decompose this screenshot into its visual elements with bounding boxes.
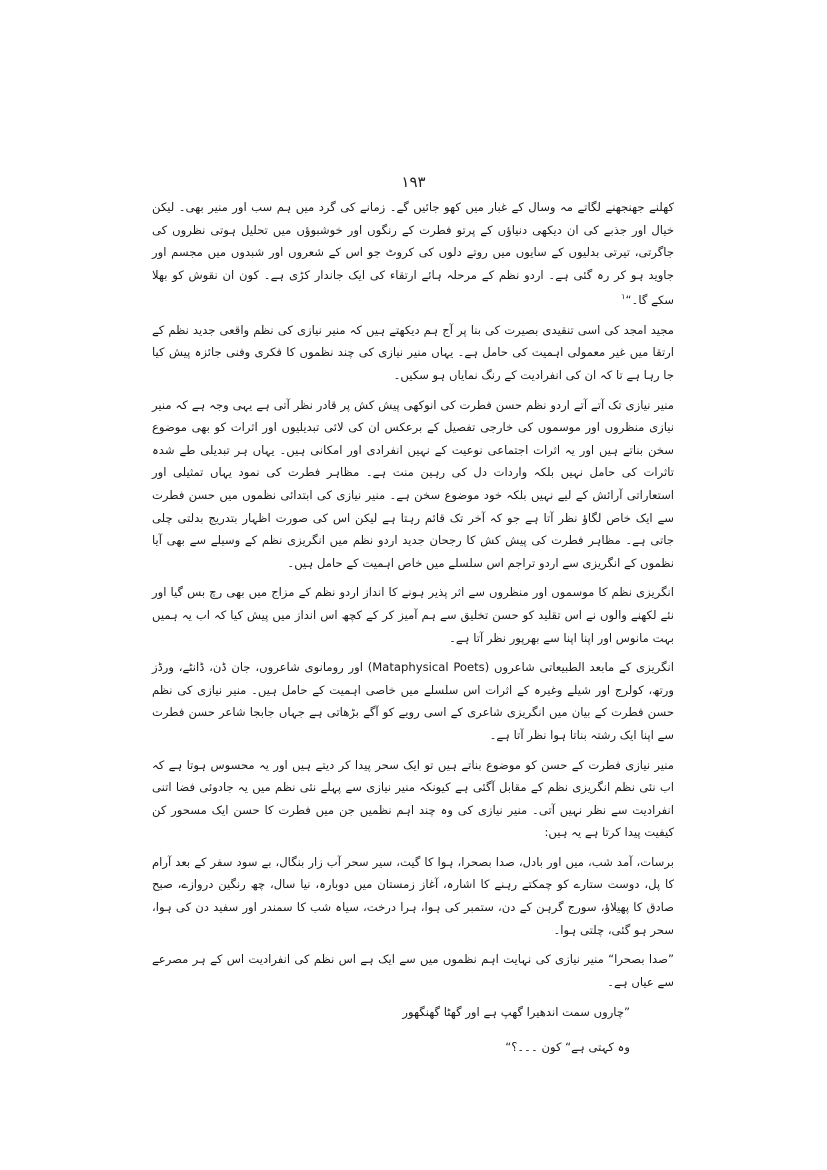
paragraph: مجید امجد کی اسی تنقیدی بصیرت کی بنا پر آج ہم دیکھتے ہیں کہ منیر نیازی کی نظم واقعی جدید نظم کے ارتقا میں غیر معمولی اہمیت کی حامل ہے۔ یہاں منیر نیازی کی چند نظموں کا فکری وفنی جائزہ پیش کیا جا رہا ہے تا کہ ان کی انفرادیت کے رنگ نمایاں ہو سکیں۔ [152,322,674,383]
page-number: ۱۹۳ [401,173,426,191]
page-body [152,196,674,1071]
paragraph: ”صدا بصحرا“ منیر نیازی کی نہایت اہم نظموں میں سے ایک ہے اس نظم کی انفرادیت اس کے ہر مصرعے سے عیاں ہے۔ [152,952,674,989]
poem-excerpt [152,1001,674,1058]
paragraph: انگریزی کے مابعد الطبیعاتی شاعروں (Mataphysical Poets) اور رومانوی شاعروں، جان ڈن، ڈانٹے، ورڈز ورتھ، کولرج اور شیلے وغیرہ کے اثرات اس سلسلے میں خاصی اہمیت کے حامل ہیں۔ منیر نیازی کی نظم حسن فطرت کے بیان میں انگریزی شاعری کے اسی رویے کو آگے بڑھاتی ہے جہاں جابجا شاعر حسن فطرت سے اپنا ایک رشتہ بناتا ہوا نظر آتا ہے۔ [152,660,674,742]
poem-list-paragraph: برسات، آمد شب، میں اور بادل، صدا بصحرا، ہوا کا گیت، سیر سحر آب زار بنگال، بے سود سفر کے بعد آرام کا پل، دوست ستارے کو چمکتے رہنے کا اشارہ، آغاز زمستان میں دوبارہ، نیا سال، چھ رنگین دروازے، صبح صادق کا پھیلاؤ، سورج گرہن کے دن، ستمبر کی ہوا، ہرا درخت، سیاہ شب کا سمندر اور سفید دن کی ہوا، سحر ہو گئی، چلتی ہوا۔ [152,854,674,937]
paragraph-text: کھلنے جھنجھنے لگاتے مہ وسال کے غبار میں کھو جائیں گے۔ زمانے کی گرد میں ہم سب اور منیر بھی۔ لیکن خیال اور جذبے کی ان دیکھی دنیاؤں کے پرتو فطرت کے رنگوں اور خوشبوؤں میں تحلیل ہوتی نظروں کی جاگرتی، تیرتی بدلیوں کے سایوں میں روتے دلوں کی کروٹ جو اس کے شعروں اور شبدوں میں مجسم اور جاوید ہو کر رہ گئی ہے۔ اردو نظم کے مرحلہ ہائے ارتقاء کی ایک جاندار کڑی ہے۔ کون ان نقوش کو بھلا سکے گا۔“ [152,200,674,308]
paragraph: انگریزی نظم کا موسموں اور منظروں سے اثر پذیر ہونے کا انداز اردو نظم کے مزاج میں بھی رچ بس گیا اور نئے لکھنے والوں نے اس تقلید کو حسن تخلیق سے ہم آمیز کر کے کچھ اس انداز میں پیش کیا کہ اب یہ ہمیں بہت مانوس اور اپنا اپنا سے بھرپور نظر آتا ہے۔ [152,585,674,645]
paragraph-quote-continuation [152,196,674,312]
paragraph: منیر نیازی تک آتے آتے اردو نظم حسن فطرت کی انوکھی پیش کش پر قادر نظر آتی ہے یہی وجہ ہے کہ منیر نیازی منظروں اور موسموں کی خارجی تفصیل کے برعکس ان کی لائی تبدیلیوں اور اثرات کو بھی موضوع سخن بناتے ہیں اور یہ اثرات اجتماعی نوعیت کے نہیں انفرادی اور امکانی ہیں۔ یہاں ہر تبدیلی طے شدہ تاثرات کی حامل نہیں بلکہ واردات دل کی رہین منت ہے۔ مظاہر فطرت کی نمود یہاں تمثیلی اور استعاراتی آرائش کے لیے نہیں بلکہ خود موضوع سخن ہے۔ منیر نیازی کی ابتدائی نظموں میں حسن فطرت سے ایک خاص لگاؤ نظر آتا ہے جو کہ آخر تک قائم رہتا ہے لیکن اس کی صورت اظہار بتدریج بدلتی چلی جاتی ہے۔ مظاہر فطرت کی پیش کش کا رجحان جدید اردو نظم میں انگریزی نظم کے وسیلے سے بھی آیا نظموں کے انگریزی سے اردو تراجم اس سلسلے میں خاص اہمیت کے حامل ہیں۔ [152,397,674,570]
paragraph: منیر نیازی فطرت کے حسن کو موضوع بناتے ہیں تو ایک سحر پیدا کر دیتے ہیں اور یہ محسوس ہوتا ہے کہ اب نئی نظم انگریزی نظم کے مقابل آگئی ہے کیونکہ منیر نیازی سے پہلے نئی نظم میں یہ جادوئی فضا اتنی انفرادیت سے نظر نہیں آتی۔ منیر نیازی کی وہ چند اہم نظمیں جن میں فطرت کا حسن ایک مسحور کن کیفیت پیدا کرتا ہے یہ ہیں: [152,757,674,840]
poem-line: ”چاروں سمت اندھیرا گھپ ہے اور گھٹا گھنگھور [402,1005,630,1020]
poem-line: وہ کہتی ہے“ کون ۔۔۔؟“ [505,1040,630,1055]
footnote-marker: ۱ [621,292,626,302]
